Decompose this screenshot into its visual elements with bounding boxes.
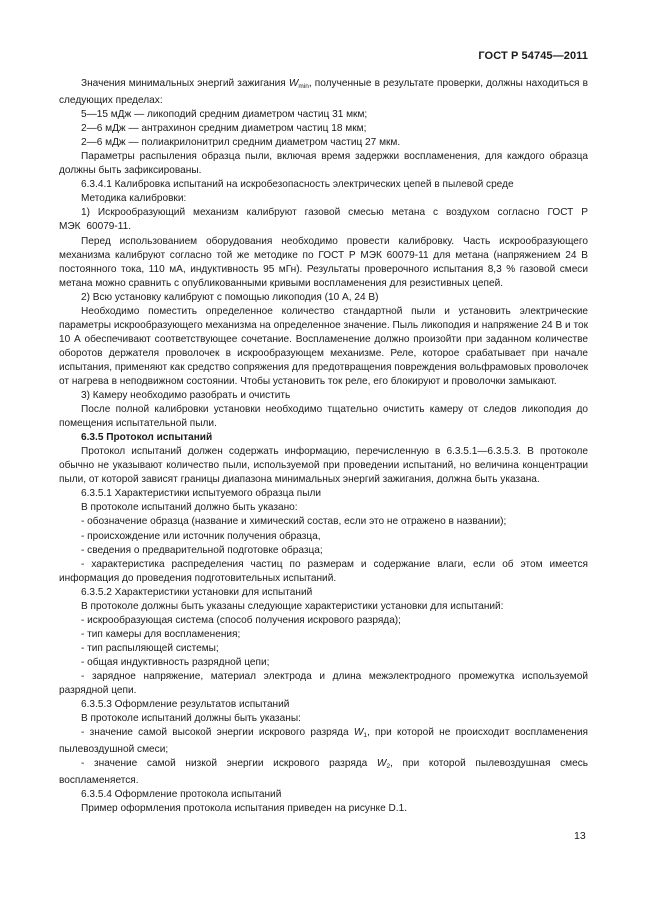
list-item: 2—6 мДж — полиакрилонитрил средним диаметром частиц 27 мкм.	[81, 137, 401, 149]
paragraph: Протокол испытаний должен содержать информацию, перечисленную в 6.3.5.1—6.3.5.3. В протоколе обычно не указывают количество пыли, используемой при проведении испытаний, но величина концентрации пыли, от которой зависят границы диапазона минимальных энергий зажигания, должна быть указана.	[59, 446, 588, 486]
list-item-w1: - значение самой высокой энергии искрового разряда $W_1$, при которой не происходит воспламенения пылевоздушной смеси;	[59, 727, 588, 756]
list-item: - общая индуктивность разрядной цепи;	[81, 656, 270, 668]
paragraph: 3) Камеру необходимо разобрать и очистить	[81, 390, 291, 402]
paragraph: Методика калибровки:	[81, 193, 187, 205]
paragraph: В протоколе должны быть указаны следующие характеристики установки для испытаний:	[81, 600, 504, 612]
paragraph: В протоколе испытаний должно быть указано:	[81, 502, 298, 514]
paragraph: Параметры распыления образца пыли, включая время задержки воспламенения, для каждого образца должны быть зафиксированы.	[59, 151, 588, 177]
section-heading-6-3-5: 6.3.5 Протокол испытаний	[81, 432, 213, 444]
page-number: 13	[574, 830, 586, 842]
paragraph-min-ignition-energy: Значения минимальных энергий зажигания $W_{min}$, полученные в результате проверки, должны находиться в следующих пределах:	[59, 78, 588, 107]
list-item-w2: - значение самой низкой энергии искрового разряда $W_2$, при которой пылевоздушная смесь воспламеняется.	[59, 758, 588, 787]
paragraph: 2) Всю установку калибруют с помощью ликоподия (10 А, 24 В)	[81, 291, 379, 303]
section-heading: 6.3.5.3 Оформление результатов испытаний	[81, 699, 290, 711]
list-item: - тип распыляющей системы;	[81, 642, 219, 654]
list-item: - сведения о предварительной подготовке образца;	[81, 544, 323, 556]
paragraph: 1) Искрообразующий механизм калибруют газовой смесью метана с воздухом согласно ГОСТ Р МЭК 60079-11.	[59, 207, 588, 233]
list-item: 5—15 мДж — ликоподий средним диаметром частиц 31 мкм;	[81, 109, 368, 121]
list-item: - характеристика распределения частиц по размерам и содержание влаги, если об этом имеется информация до проведения подготовительных испытаний.	[59, 558, 588, 584]
page-body	[59, 77, 588, 816]
list-item: 2—6 мДж — антрахинон средним диаметром частиц 18 мкм;	[81, 123, 367, 135]
list-item: - обозначение образца (название и химический состав, если это не отражено в названии);	[81, 516, 507, 528]
section-heading: 6.3.5.1 Характеристики испытуемого образца пыли	[81, 488, 322, 500]
paragraph: Необходимо поместить определенное количество стандартной пыли и установить электрические параметры искрообразующего механизма на определенное значение. Пыль ликоподия и напряжение 24 В и ток 10 А обеспечивают соответствующее сочетание. Воспламенение должно произойти при заданном количестве оборотов держателя проволочек в искрообразующем механизме. Реле, которое срабатывает при начале испытания, применяют как средство сопряжения для предотвращения повреждения вольфрамовых проволочек от нагрева в неподвижном состоянии. Чтобы установить ток реле, его блокируют и проволочки замыкают.	[59, 305, 588, 387]
list-item: - искрообразующая система (способ получения искрового разряда);	[81, 614, 401, 626]
list-item: - зарядное напряжение, материал электрода и длина межэлектродного промежутка используемой разрядной цепи.	[59, 670, 588, 697]
list-item: - происхождение или источник получения образца,	[81, 530, 321, 542]
paragraph: После полной калибровки установки необходимо тщательно очистить камеру от следов ликоподия до помещения испытательной пыли.	[59, 404, 588, 430]
section-heading: 6.3.5.4 Оформление протокола испытаний	[81, 789, 282, 801]
list-item: - тип камеры для воспламенения;	[81, 628, 241, 640]
paragraph: В протоколе испытаний должны быть указаны:	[81, 713, 301, 725]
section-heading: 6.3.5.2 Характеристики установки для испытаний	[81, 586, 313, 598]
paragraph: Пример оформления протокола испытания приведен на рисунке D.1.	[81, 803, 407, 815]
paragraph: Перед использованием оборудования необходимо провести калибровку. Часть искрообразующего механизма калибруют согласно той же методике по ГОСТ Р МЭК 60079-11 для метана (напряжением 24 В постоянного тока, 110 мА, индуктивность 95 мГн). Результаты проверочного испытания 8,3 % газовой смеси метана можно сравнить с опубликованными кривыми воспламенения для резистивных цепей.	[59, 235, 588, 289]
document-header-id: ГОСТ Р 54745—2011	[478, 50, 588, 62]
section-heading: 6.3.4.1 Калибровка испытаний на искробезопасность электрических цепей в пылевой среде	[81, 179, 514, 191]
